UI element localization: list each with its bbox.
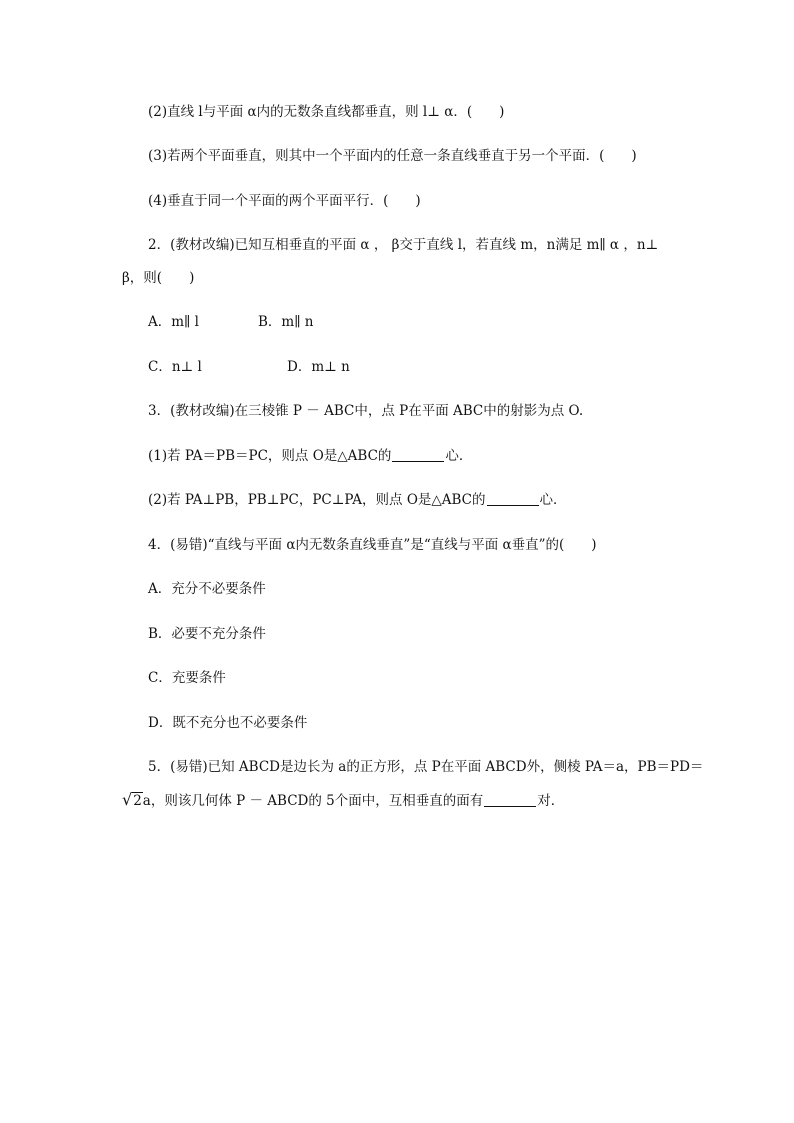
question-1-2: (2)直线 l与平面 α内的无数条直线都垂直，则 l⊥ α．( ) — [148, 104, 505, 120]
question-4-stem: 4．(易错)“直线与平面 α内无数条直线垂直”是“直线与平面 α垂直”的( ) — [148, 537, 597, 553]
question-3-2 — [148, 490, 567, 510]
question-5-stem-line1: 5．(易错)已知 ABCD是边长为 a的正方形，点 P在平面 ABCD外，侧棱 PA＝a，PB＝PD＝ — [148, 759, 704, 775]
question-1-3: (3)若两个平面垂直，则其中一个平面内的任意一条直线垂直于另一个平面．( ) — [148, 148, 637, 164]
question-3-2-suffix: 心． — [539, 492, 567, 508]
question-2-stem-line1: 2．(教材改编)已知互相垂直的平面 α ， β交于直线 l，若直线 m，n满足 m∥ α ，n⊥ — [148, 237, 659, 253]
question-2-option-b: B．m∥ n — [258, 314, 314, 330]
question-3-1 — [148, 446, 472, 466]
question-4-option-d: D．既不充分也不必要条件 — [148, 715, 308, 731]
question-4-option-c: C．充要条件 — [148, 670, 226, 686]
question-2-stem-line2: β，则( ) — [122, 270, 195, 286]
question-5-stem-line2 — [122, 790, 564, 811]
question-1-4: (4)垂直于同一个平面的两个平面平行．( ) — [148, 193, 421, 209]
question-4-option-b: B．必要不充分条件 — [148, 626, 266, 642]
question-2-option-c: C．n⊥ l — [148, 359, 202, 375]
radical-sign-icon: √ — [122, 790, 133, 809]
sqrt-radicand: 2 — [133, 793, 142, 809]
question-3-stem: 3．(教材改编)在三棱锥 P － ABC中，点 P在平面 ABC中的射影为点 O. — [148, 403, 584, 419]
question-3-2-text: (2)若 PA⊥PB，PB⊥PC，PC⊥PA，则点 O是△ABC的 — [148, 492, 486, 508]
answer-blank[interactable] — [487, 491, 539, 506]
question-5-suffix: 对． — [537, 793, 565, 809]
question-4-option-a: A．充分不必要条件 — [148, 581, 266, 597]
question-3-1-suffix: 心． — [445, 448, 473, 464]
question-2-option-d: D．m⊥ n — [287, 359, 350, 375]
question-5-text: a，则该几何体 P － ABCD的 5个面中，互相垂直的面有 — [142, 793, 484, 809]
question-2-option-a: A．m∥ l — [148, 314, 199, 330]
sqrt-expression — [122, 790, 143, 811]
answer-blank[interactable] — [392, 447, 444, 462]
answer-blank[interactable] — [484, 792, 536, 807]
question-3-1-text: (1)若 PA＝PB＝PC，则点 O是△ABC的 — [148, 448, 392, 464]
